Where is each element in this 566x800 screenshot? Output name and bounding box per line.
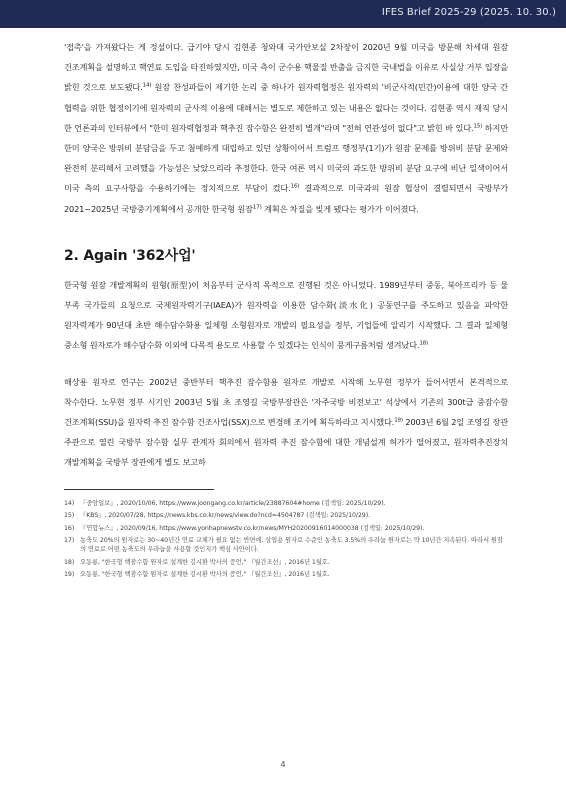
footnote-ref-15[interactable]: 15) [473,123,483,130]
footnote-ref-17[interactable]: 17) [252,203,262,210]
footnote-number: 17) [64,537,75,545]
footnote-item [64,559,508,568]
footnote-item [64,500,508,509]
footnote-item [64,537,508,554]
footnote-number: 16) [64,524,75,532]
footnote-number: 19) [64,571,75,579]
paragraph-3-text-1: 해상용 원자로 연구는 2002년 중반부터 핵추진 잠수함용 원자로 개발로 시작해 노무현 정부가 들어서면서 본격적으로 착수한다. 노무현 정부 시기인 2003년 5월 초 조영길 국방부장관은 '자주국방 비전보고' 석상에서 기존의 300t급 중잠수함 건조계획(SSU)을 원자력 추진 잠수함 건조사업(SSX)으로 변경해 조기에 획득하라고 지시했다. [64,376,508,428]
paragraph-1-text-5: 계획은 차질을 빚게 됐다는 평가가 이어졌다. [261,203,419,214]
footnote-item [64,571,508,580]
footnote-divider [64,489,214,490]
paragraph-2 [64,275,508,356]
footnote-text: 『중앙일보』, 2020/10/06, https://www.joongang.co.kr/article/23887604#home (검색일: 2025/10/29). [80,499,386,507]
paragraph-1-text-4: 결과적으로 미국과의 원잠 협상이 결렬되면서 국방부가 2021~2025년 국방중기계획에서 공개한 한국형 원잠 [64,183,508,214]
footnote-number: 18) [64,558,75,566]
footnote-text: 『KBS』, 2020/07/28, https://news.kbs.co.kr/news/view.do?ncd=4504787 (검색일: 2025/10/29). [80,512,370,520]
footnote-item [64,512,508,521]
footnote-ref-16[interactable]: 16) [290,183,300,190]
paragraph-1-text-3: 하지만 한미 양국은 방위비 분담금을 두고 첨예하게 대립하고 있던 상황이어서 트럼프 행정부(1기)가 원잠 문제를 방위비 분담 문제와 완전히 분리해서 고려했을 가능성은 낮았으리라 추정한다. 한국 여론 역시 미국의 과도한 방위비 분담 요구에 비난 일색이어서 미국 측의 요구사항을 수용하기에는 정치적으로 부담이 컸다. [64,122,508,194]
paragraph-1-text-2: 원잠 찬성파들이 제기한 논리 중 하나가 원자력협정은 원자력의 '비군사적(민간)이용에 대한 양국 간 협력을 위한 협정이기에 원자력의 군사적 이용에 대해서는 별도로 제한하고 있는 내용은 없다는 것이다. 김현종 역시 재직 당시 한 언론과의 인터뷰에서 "한미 원자력협정과 핵추진 잠수함은 완전히 별개"라며 "전혀 연관성이 없다"고 밝힌 바 있다. [64,82,508,133]
footnote-number: 14) [64,499,75,507]
paragraph-1-text-1: '접촉'을 가져왔다는 게 정설이다. 급기야 당시 김현종 청와대 국가안보실 2차장이 2020년 9월 미국을 방문해 차세대 원잠 건조계획을 설명하고 핵연료 도입을 타진하였지만, 미국 측이 군수용 핵물질 반출을 금지한 국내법을 이유로 사실상 거부 입장을 밝힌 것으로 보도됐다. [64,42,508,93]
header-text: IFES Brief 2025-29 (2025. 10. 30.) [381,7,556,18]
footnote-text: 농축도 20%의 원자로는 30~40년간 연료 교체가 필요 없는 반면에, 상업용 원자로 수준인 농축도 3.5%의 우라늄 원자로는 약 10년간 지속된다. 따라서 원잠의 연료로 어떤 농축도의 우라늄을 사용할 것인지가 핵심 사안이다. [80,537,503,554]
section-heading: 2. Again '362사업' [64,247,196,264]
page-number: 4 [280,760,286,769]
main-content [64,37,508,584]
paragraph-3 [64,372,508,473]
footnote-number: 15) [64,512,75,520]
paragraph-1 [64,37,508,219]
footnote-ref-19[interactable]: 19) [394,417,403,424]
paragraph-2-text-1: 한국형 원잠 개발계획의 원형(原型)이 처음부터 군사적 목적으로 진행된 것은 아니었다. 1989년부터 중동, 북아프리카 등 물 부족 국가들의 요청으로 국제원자력기구(IAEA)가 원자력을 이용한 담수화(淡水化) 공동연구를 주도하고 있음을 파악한 원자력계가 90년대 초반 해수담수화용 일체형 소형원자로 개발의 필요성을 정부, 기업들에 알리기 시작했다. 그 결과 일체형 중소형 원자로가 해수담수화 이외에 다목적 용도로 사용할 수 있겠다는 인식이 뭉게구름처럼 생겨났다. [64,279,508,351]
footnote-text: 『연합뉴스』, 2020/09/16, https://www.yonhapnewstv.co.kr/news/MYH20200916014000038 (검색일: 2025/10/29). [80,524,425,532]
footnote-ref-14[interactable]: 14) [142,82,152,89]
paragraph-3-text-2: 2003년 6월 2일 조영길 장관 주관으로 열린 국방부 잠수함 실무 관계자 회의에서 원자력 추진 잠수함에 대한 개념설계 허가가 떨어졌고, 원자력추진장치 개발계획을 국방부 장관에게 별도 보고하 [64,417,508,468]
footnote-text: 오동룡, "한국형 핵잠수함 원자로 설계한 김시환 박사의 증언," 『월간조선』, 2016년 1월호. [80,571,330,579]
footnote-list [64,500,508,580]
header-bar [0,0,566,28]
footnote-text: 오동룡, "한국형 핵잠수함 원자로 설계한 김시환 박사의 증언," 『월간조선』, 2016년 1월호. [80,558,330,566]
footnote-item [64,525,508,534]
footnote-ref-18[interactable]: 18) [419,340,429,347]
